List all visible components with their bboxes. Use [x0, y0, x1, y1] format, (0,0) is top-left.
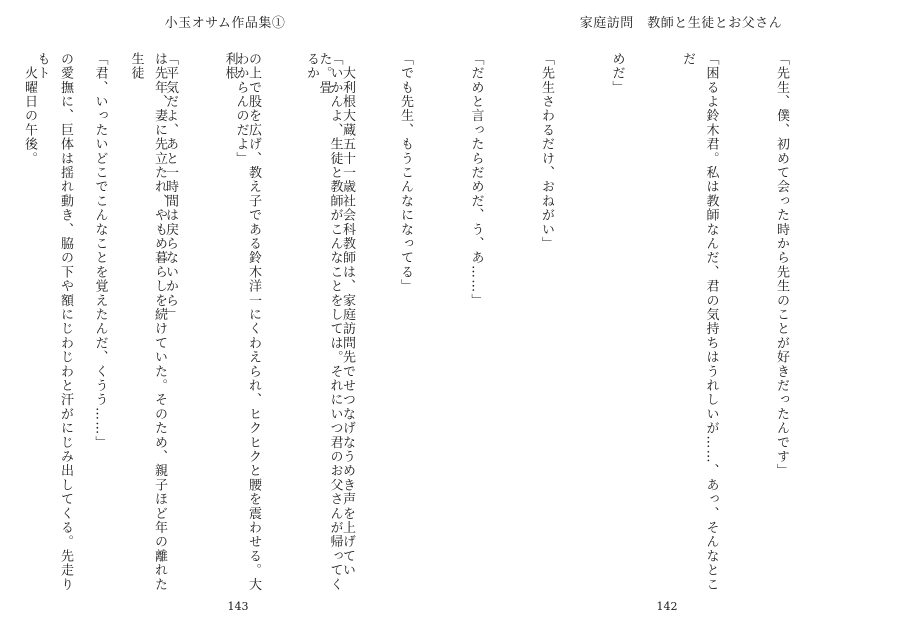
text-line: の愛撫に、巨体は揺れ動き、脇の下や額にじわじわと汗がにじみ出してくる。先走りもト	[34, 52, 73, 592]
text-line: 「だめと言ったらだめだ、う、あ……」	[468, 52, 484, 308]
text-line: 「先生さわるだけ、おねがい」	[539, 52, 554, 251]
running-head-right: 家庭訪問 教師と生徒とお父さん	[579, 16, 783, 31]
text-line: の上で股を広げ、教え子である鈴木洋一にくわえられ、ヒクヒクと腰を震わせる。大利根	[222, 52, 261, 592]
text-line: 「先生、僕、初めて会った時から先生のことが好きだったんです」	[774, 52, 789, 478]
page-number-right: 142	[656, 600, 678, 613]
text-line: 「平気だよ、あと一時間は戻らないから」	[163, 52, 178, 322]
text-line: は先年、妻に先立たれ、やもめ暮らしを続けていた。そのため、親子ほど年の離れた生徒	[128, 52, 167, 592]
text-line: 「困るよ鈴木君。私は教師なんだ、君の気持ちはうれしいが……、あっ、そんなとこだ	[680, 52, 719, 592]
running-head-left: 小玉オサム作品集①	[164, 16, 286, 31]
text-line: 火曜日の午後。	[22, 52, 37, 166]
text-line: 「でも先生、もうこんなになってる」	[398, 52, 413, 294]
text-line: 大利根大蔵五十一歳社会科教師は、家庭訪問先でせつなげなうめき声を上げていた。畳	[316, 52, 355, 578]
text-line: めだ」	[609, 52, 625, 95]
text-line: 「いかんよ、生徒と教師がこんなことをしては。それにいつ君のお父さんが帰ってくるか	[304, 52, 343, 592]
page-number-left: 143	[227, 600, 249, 613]
text-line: わからんのだよ」	[233, 52, 249, 166]
text-line: 「君、いったいどこでこんなことを覚えたんだ、くうう……」	[92, 52, 108, 450]
